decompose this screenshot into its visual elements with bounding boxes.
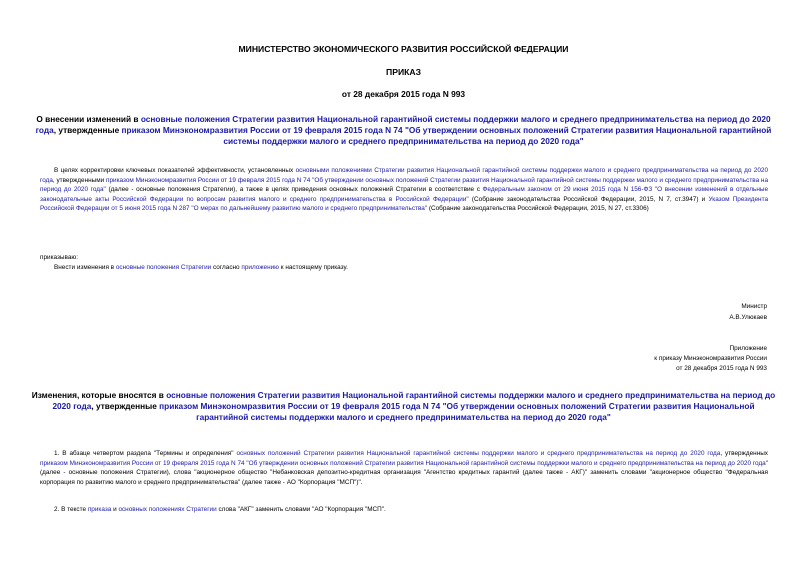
document-title <box>26 114 781 147</box>
item-2-link-order[interactable]: приказа <box>87 506 112 513</box>
title-text-2: , утвержденные <box>53 125 122 135</box>
appendix-block <box>654 344 767 375</box>
preamble-text-4: (Собрание законодательства Российской Федерации, 2015, N 7, ст.3947) и <box>468 195 709 203</box>
title-text-1: О внесении изменений в <box>36 114 141 124</box>
appendix-line-1: к приказу Минэкономразвития России <box>654 355 767 363</box>
preamble-link-decree[interactable]: Указом Президента Российской Федерации от 5 июня 2015 года N 287 "О мерах по дальнейшему развитию малого и среднего предпринимательства" <box>40 195 768 213</box>
signature-name: А.В.Улюкаев <box>729 314 767 321</box>
item-2-link-strategy[interactable]: основных положениях Стратегии <box>118 506 217 513</box>
signature-block <box>729 301 767 323</box>
preamble-text-3: (далее - основные положения Стратегии), а также в целях приведения основных положений Стратегии в соответствие с <box>105 186 483 194</box>
item-2-paragraph <box>54 506 386 513</box>
appendix-label: Приложение <box>729 345 767 352</box>
item-1-text-3: (далее - основные положения Стратегии), слова "акционерное общество "Небанковская депозитно-кредитная организация "Агентство кредитных гарантий (далее также - АКГ)" заменить словами "акционерное общество "Федеральная корпорация по развитию малого и среднего предпринимательства" (далее также - АО "Корпорация "МСП")". <box>40 469 768 486</box>
changes-title-text-2: , утвержденные <box>91 401 160 411</box>
item-2-text-3: слова "АКГ" заменить словами "АО "Корпорация "МСП". <box>216 506 386 513</box>
preamble-paragraph <box>40 166 768 214</box>
changes-title-link-order[interactable]: приказом Минэкономразвития России от 19 февраля 2015 года N 74 "Об утверждении основных положений Стратегии развития Национальной гарантийной системы поддержки малого и среднего предпринимательства на период до 2020 года" <box>159 401 755 422</box>
change-paragraph <box>54 264 348 271</box>
item-1-text-2: , утвержденных <box>720 450 769 457</box>
item-2-text-1: 2. В тексте <box>54 506 88 513</box>
signature-position: Министр <box>741 303 767 310</box>
item-1-paragraph <box>40 449 768 487</box>
order-word: приказываю: <box>40 254 78 261</box>
change-text-3: к настоящему приказу. <box>278 264 348 271</box>
changes-title-text-1: Изменения, которые вносятся в <box>31 390 167 400</box>
preamble-link-order[interactable]: приказом Минэкономразвития России от 19 февраля 2015 года N 74 "Об утверждении основных положений Стратегии развития Национальной гарантийной системы поддержки малого и среднего предпринимательства на период до 2020 года" <box>40 176 768 194</box>
item-1-text-1: 1. В абзаце четвертом раздела "Термины и определения" <box>54 450 237 457</box>
item-1-link-order[interactable]: приказом Минэкономразвития России от 19 февраля 2015 года N 74 "Об утверждении основных положений Стратегии развития Национальной гарантийной системы поддержки малого и среднего предпринимательства на период до 2020 года" <box>40 459 768 467</box>
item-1-link-strategy[interactable]: основных положений Стратегии развития Национальной гарантийной системы поддержки малого и среднего предпринимательства на период до 2020 года <box>236 450 721 457</box>
change-link-appendix[interactable]: приложению <box>241 264 279 271</box>
change-text-2: согласно <box>211 264 242 271</box>
changes-title-link-strategy[interactable]: основные положения Стратегии развития Национальной гарантийной системы поддержки малого и среднего предпринимательства на период до 2020 года <box>52 390 776 411</box>
title-link-strategy[interactable]: основные положения Стратегии развития Национальной гарантийной системы поддержки малого и среднего предпринимательства на период до 2020 года <box>35 114 771 135</box>
preamble-text-5: (Собрание законодательства Российской Федерации, 2015, N 27, ст.3306) <box>427 205 649 213</box>
changes-title <box>26 390 781 423</box>
change-text-1: Внести изменения в <box>54 264 116 271</box>
preamble-text-2: , утвержденными <box>52 176 106 184</box>
preamble-link-federal-law[interactable]: Федеральным законом от 29 июня 2015 года N 156-ФЗ "О внесении изменений в отдельные законодательные акты Российской Федерации по вопросам развития малого и среднего предпринимательства в Российской Федерации" <box>40 186 768 203</box>
change-link-strategy[interactable]: основные положения Стратегии <box>115 264 212 271</box>
order-date: от 28 декабря 2015 года N 993 <box>341 89 466 99</box>
preamble-link-strategy[interactable]: основными положениями Стратегии развития Национальной гарантийной системы поддержки малого и среднего предпринимательства на период до 2020 года <box>40 167 768 184</box>
item-2-text-2: и <box>111 506 119 513</box>
title-link-order[interactable]: приказом Минэкономразвития России от 19 февраля 2015 года N 74 "Об утверждении основных положений Стратегии развития Национальной гарантийной системы поддержки малого и среднего предпринимательства на период до 2020 года" <box>121 125 772 146</box>
order-heading: ПРИКАЗ <box>386 67 421 77</box>
ministry-heading: МИНИСТЕРСТВО ЭКОНОМИЧЕСКОГО РАЗВИТИЯ РОССИЙСКОЙ ФЕДЕРАЦИИ <box>238 44 569 54</box>
appendix-line-2: от 28 декабря 2015 года N 993 <box>676 365 767 373</box>
preamble-text-1: В целях корректировки ключевых показателей эффективности, установленных <box>54 167 296 174</box>
